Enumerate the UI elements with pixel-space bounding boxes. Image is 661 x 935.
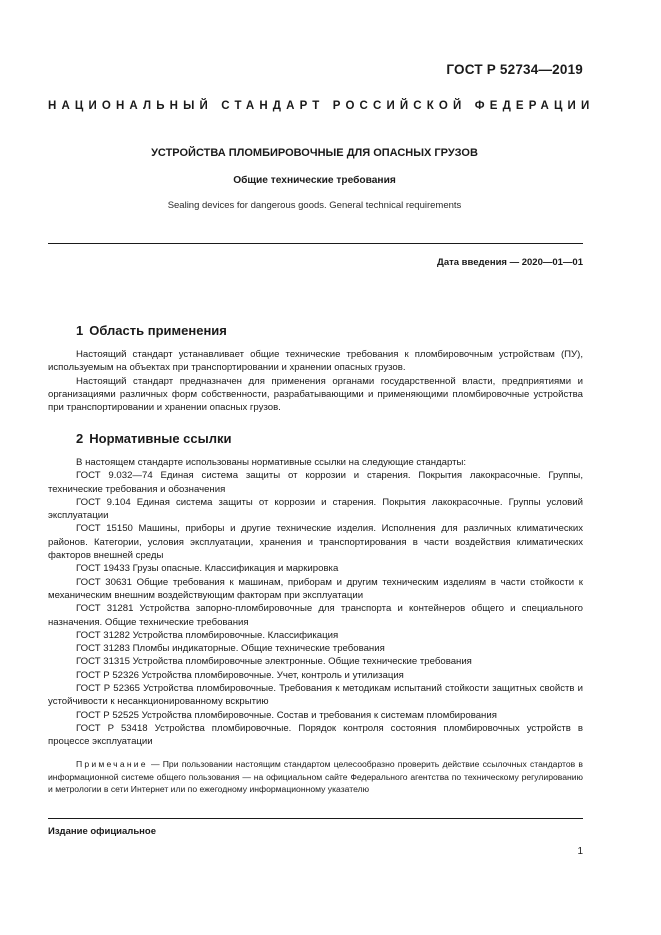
reference-item: ГОСТ Р 52326 Устройства пломбировочные. Учет, контроль и утилизация: [76, 669, 404, 681]
section-2-number: 2: [76, 431, 84, 446]
reference-item: ГОСТ 31281 Устройства запорно-пломбировочные для транспорта и контейнеров общего и специального назначения. Общие технические требования: [48, 603, 583, 628]
reference-item: ГОСТ Р 52525 Устройства пломбировочные. Состав и требования к системам пломбирования: [76, 709, 497, 721]
section-1-number: 1: [76, 323, 84, 338]
note-block: [48, 758, 583, 796]
references-intro: В настоящем стандарте использованы нормативные ссылки на следующие стандарты:: [76, 457, 467, 468]
note-paragraph: [48, 758, 583, 796]
reference-item: ГОСТ 9.104 Единая система защиты от коррозии и старения. Покрытия лакокрасочные. Группы условий эксплуатации: [48, 496, 583, 522]
header-divider: [48, 243, 583, 244]
document-subtitle: Общие технические требования: [233, 175, 396, 186]
reference-item: ГОСТ 9.032—74 Единая система защиты от коррозии и старения. Покрытия лакокрасочные. Группы, технические требования и обозначения: [48, 470, 583, 495]
reference-item: ГОСТ 19433 Грузы опасные. Классификация и маркировка: [76, 563, 339, 575]
english-title: Sealing devices for dangerous goods. General technical requirements: [167, 200, 462, 211]
footer-divider: [48, 818, 583, 819]
page-number: 1: [577, 846, 583, 857]
reference-item: ГОСТ 30631 Общие требования к машинам, приборам и другим техническим изделиям в части стойкости к механическим внешним воздействующим факторам при эксплуатации: [48, 576, 583, 601]
paragraph: Настоящий стандарт устанавливает общие технические требования к пломбировочным устройствам (ПУ), используемым на объектах при транспортировании и хранении опасных грузов.: [48, 349, 583, 374]
section-2-title: Нормативные ссылки: [89, 431, 232, 446]
reference-item: ГОСТ 31283 Пломбы индикаторные. Общие технические требования: [76, 643, 385, 655]
section-2-heading: [76, 431, 231, 446]
references-list: [48, 456, 583, 749]
reference-item: ГОСТ 31315 Устройства пломбировочные электронные. Общие технические требования: [76, 656, 472, 668]
reference-item: ГОСТ Р 53418 Устройства пломбировочные. Порядок контроля состояния пломбировочных устройств в процессе эксплуатации: [48, 722, 583, 748]
section-1-body: [48, 348, 583, 414]
reference-item: ГОСТ 15150 Машины, приборы и другие технические изделия. Исполнения для различных климатических районов. Категории, условия эксплуатации, хранения и транспортирования в части воздействия климатических факторов внешней среды: [48, 523, 583, 562]
paragraph: Настоящий стандарт предназначен для применения органами государственной власти, предприятиями и организациями различных форм собственности, разрабатывающими и применяющими пломбировочные устройства при транспортировании и хранении опасных грузов.: [48, 375, 583, 414]
reference-item: ГОСТ Р 52365 Устройства пломбировочные. Требования к методикам испытаний стойкости защитных свойств и устойчивости к несанкционированному вскрытию: [48, 683, 583, 708]
national-standard-heading: НАЦИОНАЛЬНЫЙ СТАНДАРТ РОССИЙСКОЙ ФЕДЕРАЦИИ: [48, 100, 595, 112]
section-1-heading: [76, 323, 227, 338]
official-edition-label: Издание официальное: [48, 826, 156, 837]
section-1-title: Область применения: [89, 323, 227, 338]
document-title: УСТРОЙСТВА ПЛОМБИРОВОЧНЫЕ ДЛЯ ОПАСНЫХ ГРУЗОВ: [151, 147, 478, 159]
introduction-date: Дата введения — 2020—01—01: [437, 257, 583, 268]
note-text: — При пользовании настоящим стандартом целесообразно проверить действие ссылочных стандартов в информационной системе общего пользования — на официальном сайте Федерального агентства по техническому регулированию и метрологии в сети Интернет или по ежегодному информационному указателю: [48, 759, 583, 795]
note-label: Примечание: [76, 759, 148, 769]
reference-item: ГОСТ 31282 Устройства пломбировочные. Классификация: [76, 629, 339, 641]
standard-number: ГОСТ Р 52734—2019: [446, 62, 583, 77]
